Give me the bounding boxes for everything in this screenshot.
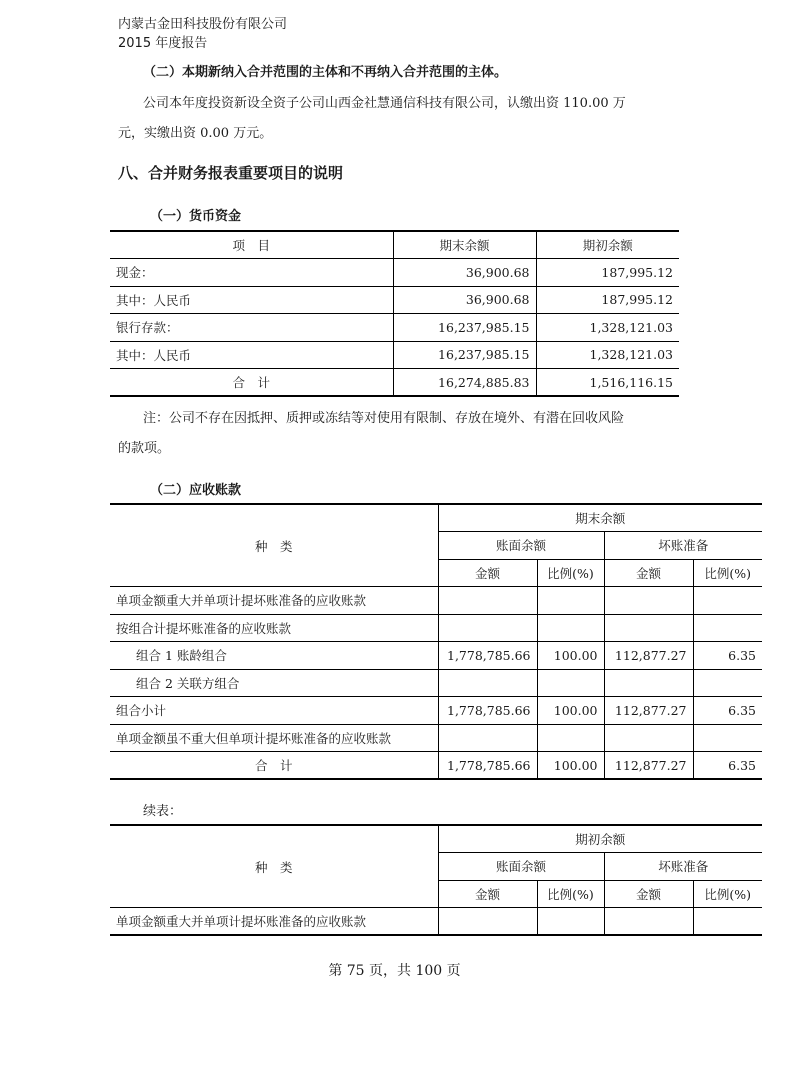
table-row: [110, 908, 762, 936]
cell-value: 100.00: [537, 752, 604, 780]
row-label: 单项金额重大并单项计提坏账准备的应收账款: [110, 587, 438, 615]
header-amount: 金额: [604, 559, 693, 587]
table-row: [110, 697, 762, 725]
header-amount: 金额: [604, 880, 693, 908]
cell-value: 100.00: [537, 697, 604, 725]
header-period-begin: 期初余额: [536, 231, 679, 259]
table-header-row: [110, 825, 762, 853]
row-label: 合 计: [232, 375, 270, 390]
header-kind: 种 类: [110, 825, 438, 908]
cell-value: [537, 724, 604, 752]
header-ratio: 比例(%): [537, 880, 604, 908]
table-row: [110, 669, 762, 697]
row-label: 组合小计: [110, 697, 438, 725]
ar-continued-table: [110, 824, 762, 936]
cell-value: 112,877.27: [604, 697, 693, 725]
header-amount: 金额: [438, 880, 537, 908]
ar-table: [110, 503, 762, 780]
cell-value: 1,778,785.66: [438, 697, 537, 725]
cell-value: [693, 908, 762, 936]
table-row: [110, 341, 679, 369]
cell-value: [604, 908, 693, 936]
header-amount: 金额: [438, 559, 537, 587]
cell-value: 1,328,121.03: [536, 314, 679, 342]
cell-value: [438, 724, 537, 752]
cell-value: 36,900.68: [393, 259, 536, 287]
cell-value: 6.35: [693, 752, 762, 780]
header-ratio: 比例(%): [537, 559, 604, 587]
cell-value: 100.00: [537, 642, 604, 670]
header-kind: 种 类: [110, 504, 438, 587]
cell-value: 16,237,985.15: [393, 314, 536, 342]
page-number: 第 75 页，共 100 页: [328, 963, 461, 979]
table-header-row: [110, 504, 762, 532]
header-ratio: 比例(%): [693, 880, 762, 908]
cell-value: 36,900.68: [393, 286, 536, 314]
cell-value: [693, 587, 762, 615]
header-item: 项 目: [110, 231, 393, 259]
cell-value: 16,237,985.15: [393, 341, 536, 369]
row-label: 组合 2 关联方组合: [110, 669, 438, 697]
section-2-text-line2: 元，实缴出资 0.00 万元。: [118, 126, 273, 141]
cash-heading: （一）货币资金: [150, 209, 242, 224]
row-label: 单项金额重大并单项计提坏账准备的应收账款: [116, 914, 367, 929]
total-row: [110, 369, 679, 397]
table-row: [110, 724, 762, 752]
section-8-heading: 八、合并财务报表重要项目的说明: [118, 164, 344, 182]
total-row: [110, 752, 762, 780]
row-label: 银行存款：: [110, 314, 393, 342]
header-period-begin: 期初余额: [438, 825, 762, 853]
cell-value: [438, 908, 537, 936]
cell-value: [438, 614, 537, 642]
cash-note-line1: 注：公司不存在因抵押、质押或冻结等对使用有限制、存放在境外、有潜在回收风险: [143, 411, 625, 426]
cell-value: [604, 587, 693, 615]
header-bad-debt: 坏账准备: [604, 853, 762, 881]
cell-value: [604, 724, 693, 752]
header-bad-debt: 坏账准备: [604, 532, 762, 560]
row-label: 单项金额虽不重大但单项计提坏账准备的应收账款: [110, 724, 438, 752]
table-row: [110, 314, 679, 342]
cell-value: [438, 587, 537, 615]
table-header-row: [110, 231, 679, 259]
table-row: [110, 587, 762, 615]
header-book-balance: 账面余额: [438, 853, 604, 881]
cell-value: 16,274,885.83: [393, 369, 536, 397]
cell-value: [693, 724, 762, 752]
row-label: 组合 1 账龄组合: [110, 642, 438, 670]
header-ratio: 比例(%): [693, 559, 762, 587]
cell-value: 112,877.27: [604, 642, 693, 670]
cell-value: [537, 669, 604, 697]
table-row: [110, 614, 762, 642]
table-row: [110, 259, 679, 287]
company-name: 内蒙古金田科技股份有限公司: [118, 17, 288, 32]
header-period-end: 期末余额: [393, 231, 536, 259]
table-row: [110, 642, 762, 670]
header-period-end: 期末余额: [438, 504, 762, 532]
cell-value: [604, 614, 693, 642]
cell-value: 6.35: [693, 642, 762, 670]
header-book-balance: 账面余额: [438, 532, 604, 560]
ar-heading: （二）应收账款: [150, 483, 242, 498]
section-2-heading: （二）本期新纳入合并范围的主体和不再纳入合并范围的主体。: [143, 65, 508, 80]
cell-value: [693, 669, 762, 697]
cell-value: 187,995.12: [536, 286, 679, 314]
cell-value: [438, 669, 537, 697]
cell-value: [604, 669, 693, 697]
cell-value: 1,778,785.66: [438, 752, 537, 780]
cell-value: 112,877.27: [604, 752, 693, 780]
cell-value: 187,995.12: [536, 259, 679, 287]
row-label: 现金：: [110, 259, 393, 287]
continued-label: 续表：: [143, 804, 183, 819]
row-label: 其中：人民币: [110, 286, 393, 314]
cell-value: 1,328,121.03: [536, 341, 679, 369]
cash-table: [110, 230, 679, 397]
cell-value: 1,778,785.66: [438, 642, 537, 670]
cell-value: [537, 908, 604, 936]
report-title: 2015 年度报告: [118, 36, 208, 51]
cell-value: [537, 587, 604, 615]
row-label: 合 计: [254, 758, 293, 773]
row-label: 按组合计提坏账准备的应收账款: [110, 614, 438, 642]
cell-value: [693, 614, 762, 642]
cell-value: 1,516,116.15: [536, 369, 679, 397]
cash-note-line2: 的款项。: [118, 441, 171, 456]
row-label: 其中：人民币: [110, 341, 393, 369]
cell-value: 6.35: [693, 697, 762, 725]
table-row: [110, 286, 679, 314]
section-2-text-line1: 公司本年度投资新设全资子公司山西金社慧通信科技有限公司，认缴出资 110.00 万: [143, 96, 626, 111]
cell-value: [537, 614, 604, 642]
